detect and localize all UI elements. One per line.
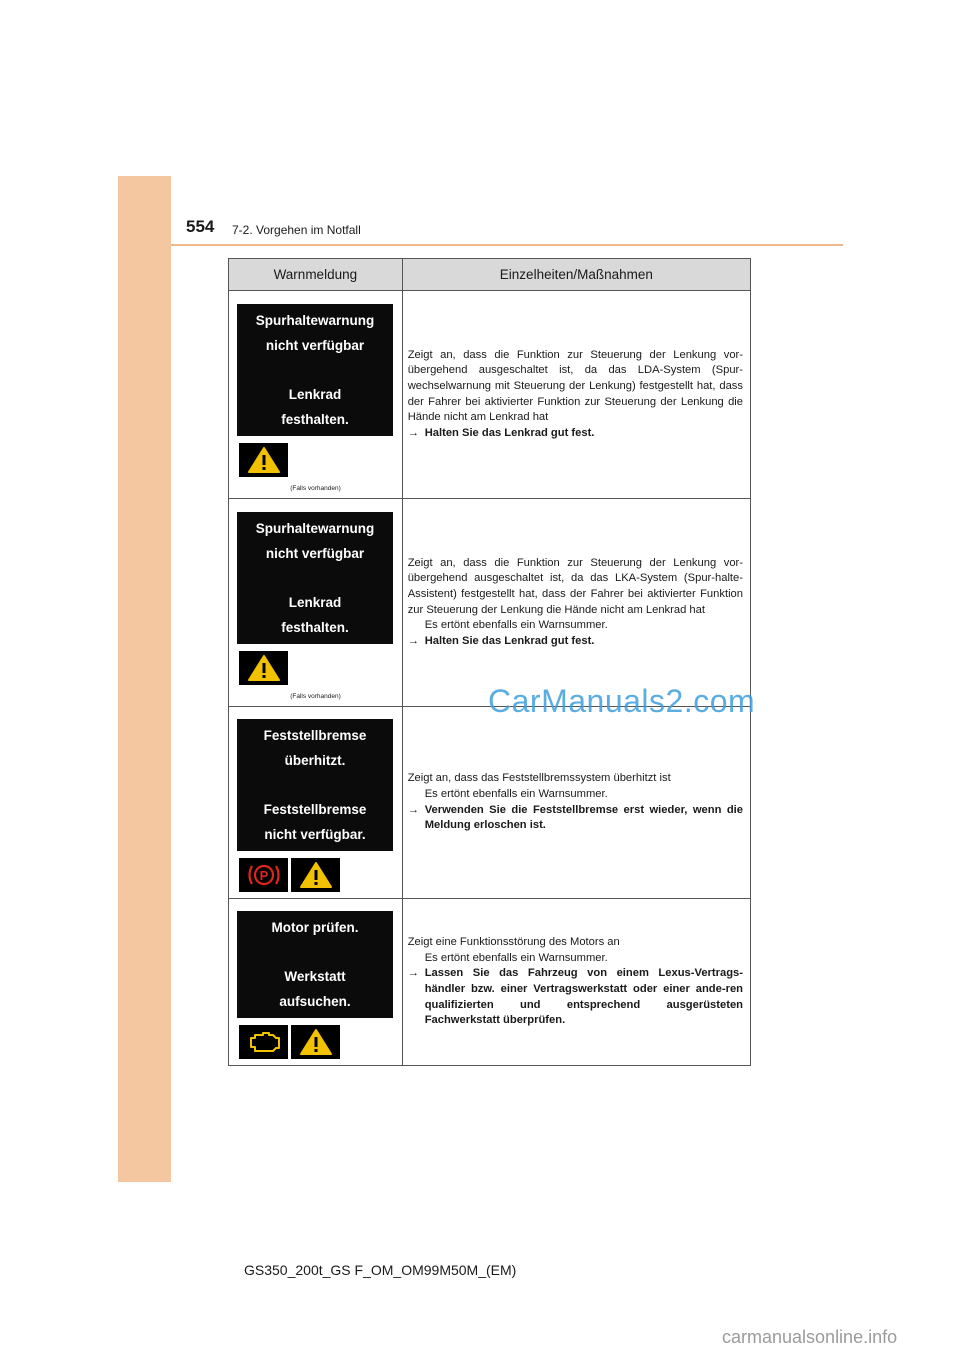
action-text: Halten Sie das Lenkrad gut fest. [424,634,595,647]
description-text: Zeigt eine Funktionsstörung des Motors an [407,936,620,949]
header-rule [171,244,843,246]
availability-note: (Falls vorhanden) [290,693,341,700]
check-engine-icon [239,1025,288,1059]
display-screen [237,719,393,851]
details-cell [402,707,750,899]
description-text: Zeigt an, dass die Funktion zur Steuerung der Lenkung vor-übergehend ausgeschaltet ist, da das LDA-System (Spur-wechselwarnung mit Steuerung der Lenkung) festgestellt hat, dass der Fahrer bei aktivierter Funktion zur Steuerung der Lenkung die Hände nicht am Lenkrad hat [407,348,743,424]
chapter-sidebar [118,176,171,1182]
display-screen [237,512,393,644]
screen-line: Spurhaltewarnung [255,313,375,328]
screen-line: nicht verfügbar [265,546,365,561]
screen-line: Spurhaltewarnung [255,521,375,536]
buzzer-note: Es ertönt ebenfalls ein Warnsummer. [424,619,608,632]
document-code: GS350_200t_GS F_OM_OM99M50M_(EM) [244,1262,517,1278]
action-text: Halten Sie das Lenkrad gut fest. [424,426,595,439]
action-text: Lassen Sie das Fahrzeug von einem Lexus-Vertrags-händler bzw. einer Vertragswerkstatt oder einer ande-ren qualifizierten und entsprechend ausgerüsteten Fachwerkstatt überprüfen. [424,967,743,1027]
description-text: Zeigt an, dass die Funktion zur Steuerung der Lenkung vor-übergehend ausgeschaltet ist, da das LKA-System (Spur-halte-Assistent) festgestellt hat, dass der Fahrer bei aktivierter Funktion zur Steuerung der Lenkung die Hände nicht am Lenkrad hat [407,556,743,616]
warning-triangle-icon [291,858,340,892]
warning-cell [229,499,403,707]
arrow-icon: → [407,967,419,980]
parking-brake-icon [239,858,288,892]
table-row [229,291,751,499]
arrow-icon: → [407,803,419,816]
screen-line: festhalten. [281,620,349,635]
warning-cell [229,899,403,1066]
details-cell [402,499,750,707]
table-row [229,499,751,707]
warning-cell [229,291,403,499]
page-number: 554 [186,217,215,236]
screen-line: Lenkrad [288,595,342,610]
table-row [229,707,751,899]
watermark-carmanualsonline: carmanualsonline.info [722,1327,898,1347]
screen-line: Motor prüfen. [271,920,359,935]
screen-line: nicht verfügbar. [264,827,366,842]
details-cell [402,291,750,499]
action-item [408,966,743,1028]
details-cell [402,899,750,1066]
buzzer-note: Es ertönt ebenfalls ein Warnsummer. [424,787,608,800]
availability-note: (Falls vorhanden) [290,485,341,492]
warning-table [228,258,751,1066]
arrow-icon: → [407,634,419,647]
watermark-carmanuals2: CarManuals2.com [488,683,756,719]
screen-line: Feststellbremse [263,728,367,743]
screen-line: Lenkrad [288,387,342,402]
display-screen [237,304,393,436]
warning-triangle-icon [291,1025,340,1059]
screen-line: Werkstatt [284,969,346,984]
screen-line: Feststellbremse [263,802,367,817]
table-header-row [229,259,751,291]
display-screen [237,911,393,1018]
warning-triangle-icon [239,651,288,685]
screen-line: festhalten. [281,412,349,427]
svg-text:P: P [259,868,268,883]
col-header-details: Einzelheiten/Maßnahmen [402,259,750,291]
warning-cell [229,707,403,899]
screen-line: nicht verfügbar [265,338,365,353]
warning-triangle-icon [239,443,288,477]
screen-line: überhitzt. [284,753,346,768]
screen-line: aufsuchen. [279,994,351,1009]
description-text: Zeigt an, dass das Feststellbremssystem überhitzt ist [407,772,671,785]
table-row [229,899,751,1066]
col-header-warning: Warnmeldung [229,259,403,291]
action-item [408,426,743,442]
action-item [408,634,743,650]
buzzer-note: Es ertönt ebenfalls ein Warnsummer. [424,951,608,964]
arrow-icon: → [407,426,419,439]
section-title: 7-2. Vorgehen im Notfall [232,223,361,237]
action-item [408,803,743,834]
action-text: Verwenden Sie die Feststellbremse erst wieder, wenn die Meldung erloschen ist. [424,803,743,832]
